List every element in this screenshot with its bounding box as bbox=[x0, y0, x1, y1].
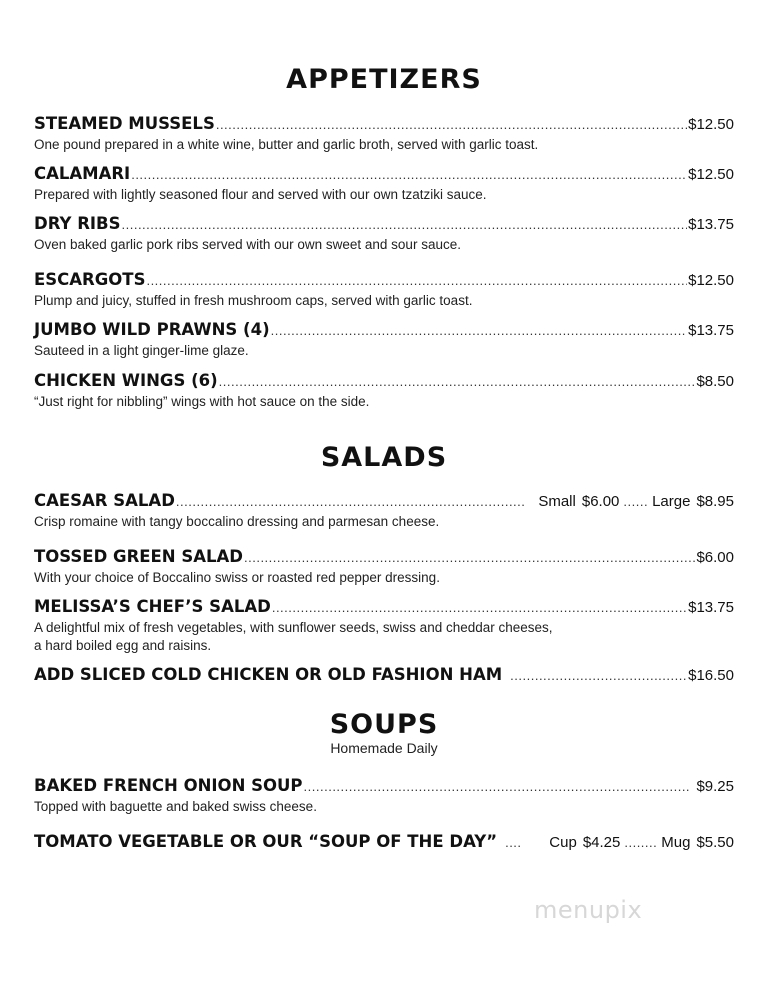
soups-subtitle: Homemade Daily bbox=[330, 740, 438, 756]
item-name: BAKED FRENCH ONION SOUP bbox=[34, 776, 303, 795]
dot-leader bbox=[510, 668, 687, 683]
soups-heading: SOUPS bbox=[329, 709, 439, 740]
item-name: CHICKEN WINGS (6) bbox=[34, 371, 218, 390]
size-small-price: $6.00 bbox=[581, 493, 620, 510]
item-price: $8.50 bbox=[696, 373, 734, 390]
item-price: $13.75 bbox=[688, 216, 734, 233]
menu-item-french-onion-soup bbox=[34, 776, 734, 816]
size-small-label: Small bbox=[538, 493, 576, 510]
appetizers-heading: APPETIZERS bbox=[286, 64, 482, 95]
item-price: $12.50 bbox=[688, 166, 734, 183]
menu-item-steamed-mussels bbox=[34, 114, 734, 154]
size-large-price: $8.95 bbox=[696, 493, 734, 510]
item-description: Crisp romaine with tangy boccalino dressing and parmesan cheese. bbox=[34, 514, 440, 529]
item-description: “Just right for nibbling” wings with hot sauce on the side. bbox=[34, 394, 370, 409]
item-description: One pound prepared in a white wine, butter and garlic broth, served with garlic toast. bbox=[34, 137, 539, 152]
size-large-label: Large bbox=[652, 493, 691, 510]
dot-leader bbox=[244, 550, 695, 565]
dot-leader: .... bbox=[505, 835, 522, 850]
item-name: ADD SLICED COLD CHICKEN OR OLD FASHION HAM bbox=[34, 665, 503, 684]
item-price: $6.00 bbox=[696, 549, 734, 566]
dot-leader: ........ bbox=[624, 835, 658, 850]
item-price: $12.50 bbox=[688, 272, 734, 289]
menu-item-jumbo-wild-prawns bbox=[34, 320, 734, 360]
item-description-line-2: a hard boiled egg and raisins. bbox=[34, 638, 212, 653]
item-description: Sauteed in a light ginger-lime glaze. bbox=[34, 343, 249, 358]
menu-item-chicken-wings bbox=[34, 371, 734, 411]
dot-leader bbox=[146, 273, 687, 288]
dot-leader bbox=[216, 117, 687, 132]
menu-item-add-chicken-or-ham bbox=[34, 665, 734, 687]
dot-leader: ...... bbox=[623, 494, 649, 509]
dot-leader bbox=[219, 374, 696, 389]
item-name: CAESAR SALAD bbox=[34, 491, 175, 510]
dot-leader bbox=[131, 167, 687, 182]
item-name: DRY RIBS bbox=[34, 214, 121, 233]
dot-leader bbox=[271, 323, 687, 338]
dot-leader bbox=[272, 600, 687, 615]
menu-item-caesar-salad bbox=[34, 491, 734, 531]
menu-item-calamari bbox=[34, 164, 734, 204]
dot-leader bbox=[304, 779, 691, 794]
item-name: CALAMARI bbox=[34, 164, 131, 183]
salads-heading: SALADS bbox=[320, 442, 448, 473]
item-description-line-1: A delightful mix of fresh vegetables, with sunflower seeds, swiss and cheddar cheeses, bbox=[34, 620, 553, 635]
item-price: $13.75 bbox=[688, 599, 734, 616]
size-mug-label: Mug bbox=[661, 834, 691, 851]
menupix-watermark: menupix bbox=[534, 896, 643, 924]
item-name: TOSSED GREEN SALAD bbox=[34, 547, 243, 566]
item-description: Prepared with lightly seasoned flour and served with our own tzatziki sauce. bbox=[34, 187, 487, 202]
item-name: MELISSA’S CHEF’S SALAD bbox=[34, 597, 271, 616]
item-price: $9.25 bbox=[696, 778, 734, 795]
dot-leader bbox=[122, 217, 688, 232]
item-price: $12.50 bbox=[688, 116, 734, 133]
item-name: ESCARGOTS bbox=[34, 270, 146, 289]
size-prices bbox=[538, 493, 734, 510]
item-name: STEAMED MUSSELS bbox=[34, 114, 215, 133]
item-description: Plump and juicy, stuffed in fresh mushroom caps, served with garlic toast. bbox=[34, 293, 473, 308]
size-cup-price: $4.25 bbox=[582, 834, 621, 851]
dot-leader bbox=[176, 494, 526, 509]
menu-item-tossed-green-salad bbox=[34, 547, 734, 587]
item-price: $13.75 bbox=[688, 322, 734, 339]
item-description: Topped with baguette and baked swiss cheese. bbox=[34, 799, 317, 814]
menu-item-dry-ribs bbox=[34, 214, 734, 254]
size-cup-label: Cup bbox=[549, 834, 577, 851]
menu-item-tomato-vegetable-soup bbox=[34, 832, 734, 854]
item-description: Oven baked garlic pork ribs served with our own sweet and sour sauce. bbox=[34, 237, 461, 252]
item-description: With your choice of Boccalino swiss or roasted red pepper dressing. bbox=[34, 570, 440, 585]
item-name: TOMATO VEGETABLE OR OUR “SOUP OF THE DAY” bbox=[34, 832, 498, 851]
size-prices bbox=[549, 834, 734, 851]
menu-item-melissas-chefs-salad bbox=[34, 597, 734, 655]
menu-item-escargots bbox=[34, 270, 734, 310]
size-mug-price: $5.50 bbox=[696, 834, 734, 851]
item-name: JUMBO WILD PRAWNS (4) bbox=[34, 320, 270, 339]
item-price: $16.50 bbox=[688, 667, 734, 684]
